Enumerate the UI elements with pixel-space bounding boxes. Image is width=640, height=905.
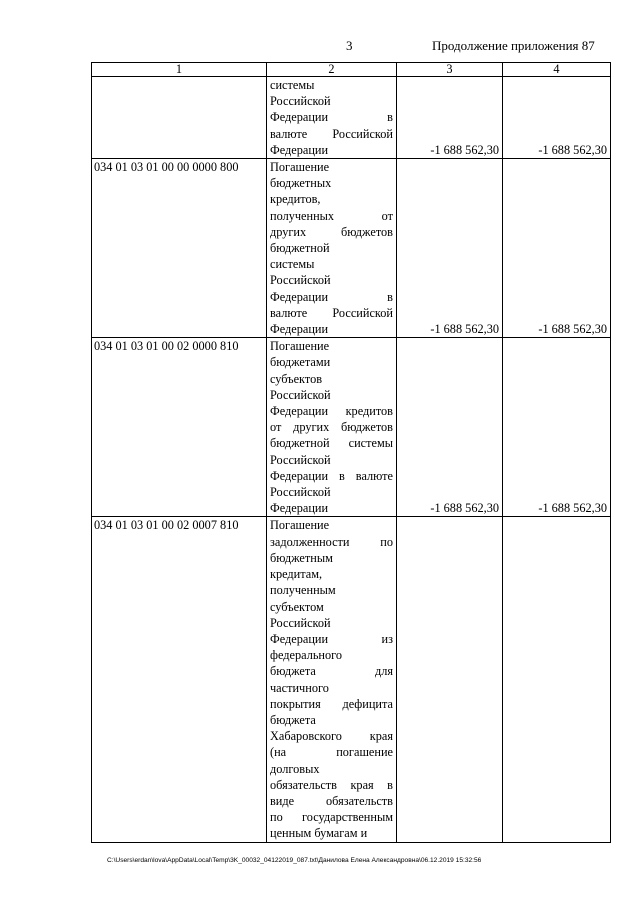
- row-value-col4: [503, 517, 611, 842]
- row-value-col3: -1 688 562,30: [397, 338, 503, 517]
- description-line: полученным: [270, 583, 336, 598]
- description-line: Российской: [270, 94, 331, 109]
- description-line: полученных от: [270, 208, 393, 223]
- description-line: федерального: [270, 648, 343, 663]
- row-description: [267, 159, 397, 338]
- description-line: бюджета: [270, 712, 316, 727]
- description-line: системы: [270, 78, 315, 92]
- row-value-col3: -1 688 562,30: [397, 159, 503, 338]
- budget-table: [91, 62, 611, 843]
- description-line: валюте Российской: [270, 126, 393, 141]
- row-value-col4: -1 688 562,30: [503, 159, 611, 338]
- description-line: Федерации: [270, 501, 329, 516]
- row-value-col4: -1 688 562,30: [503, 77, 611, 159]
- description-line: Федерации: [270, 142, 329, 157]
- description-line: системы: [270, 257, 315, 272]
- description-line: Федерации кредитов: [270, 404, 393, 419]
- description-line: Хабаровского края: [270, 729, 393, 744]
- description-line: Федерации в: [270, 110, 393, 125]
- description-line: Российской: [270, 452, 331, 467]
- description-line: ценным бумагам и: [270, 826, 368, 841]
- page-number: 3: [346, 38, 353, 53]
- description-line: бюджетной системы: [270, 436, 393, 451]
- description-line: долговых: [270, 761, 320, 776]
- description-line: частичного: [270, 680, 329, 695]
- table-header-row: [92, 63, 611, 77]
- description-line: от других бюджетов: [270, 420, 393, 435]
- table-row: [92, 159, 611, 338]
- row-value-col4: -1 688 562,30: [503, 338, 611, 517]
- description-line: бюджетным: [270, 550, 333, 565]
- description-line: кредитам,: [270, 567, 323, 582]
- footer-path: C:\Users\erdan\lova\AppData\Local\Temp\3K_00032_04122019_087.txt\Данилова Елена Александровна\06.12.2019 15:32:56: [107, 857, 482, 864]
- description-line: Российской: [270, 615, 331, 630]
- description-line: Российской: [270, 273, 331, 288]
- description-line: Российской: [270, 387, 331, 402]
- description-line: бюджета для: [270, 664, 393, 679]
- description-line: (на погашение: [270, 745, 393, 760]
- row-code: 034 01 03 01 00 02 0007 810: [92, 517, 267, 842]
- row-description: [267, 517, 397, 842]
- row-code: 034 01 03 01 00 00 0000 800: [92, 159, 267, 338]
- column-header-1: 1: [92, 63, 267, 77]
- row-value-col3: [397, 517, 503, 842]
- table-body: [92, 77, 611, 843]
- row-description: [267, 338, 397, 517]
- description-line: по государственным: [270, 810, 393, 825]
- description-line: Погашение: [270, 160, 330, 175]
- description-line: бюджетной: [270, 241, 330, 256]
- description-line: Федерации в: [270, 289, 393, 304]
- description-line: Федерации из: [270, 631, 393, 646]
- description-line: Погашение: [270, 339, 330, 354]
- row-code: 034 01 03 01 00 02 0000 810: [92, 338, 267, 517]
- description-line: задолженности по: [270, 534, 393, 549]
- column-header-4: 4: [503, 63, 611, 77]
- table-row: [92, 338, 611, 517]
- description-line: валюте Российской: [270, 305, 393, 320]
- description-line: Погашение: [270, 518, 330, 533]
- table-row: [92, 77, 611, 159]
- description-line: субъектов: [270, 371, 323, 386]
- continuation-title: Продолжение приложения 87: [432, 38, 595, 53]
- column-header-2: 2: [267, 63, 397, 77]
- row-value-col3: -1 688 562,30: [397, 77, 503, 159]
- row-description: [267, 77, 397, 159]
- description-line: других бюджетов: [270, 224, 393, 239]
- description-line: Российской: [270, 485, 331, 500]
- row-code: [92, 77, 267, 159]
- description-line: субъектом: [270, 599, 324, 614]
- table-row: [92, 517, 611, 842]
- description-line: бюджетных: [270, 176, 332, 191]
- description-line: Федерации: [270, 322, 329, 337]
- description-line: бюджетами: [270, 355, 331, 370]
- description-line: обязательств края в: [270, 777, 393, 792]
- description-line: виде обязательств: [270, 793, 393, 808]
- description-line: покрытия дефицита: [270, 696, 393, 711]
- description-line: кредитов,: [270, 192, 321, 207]
- description-line: Федерации в валюте: [270, 468, 393, 483]
- column-header-3: 3: [397, 63, 503, 77]
